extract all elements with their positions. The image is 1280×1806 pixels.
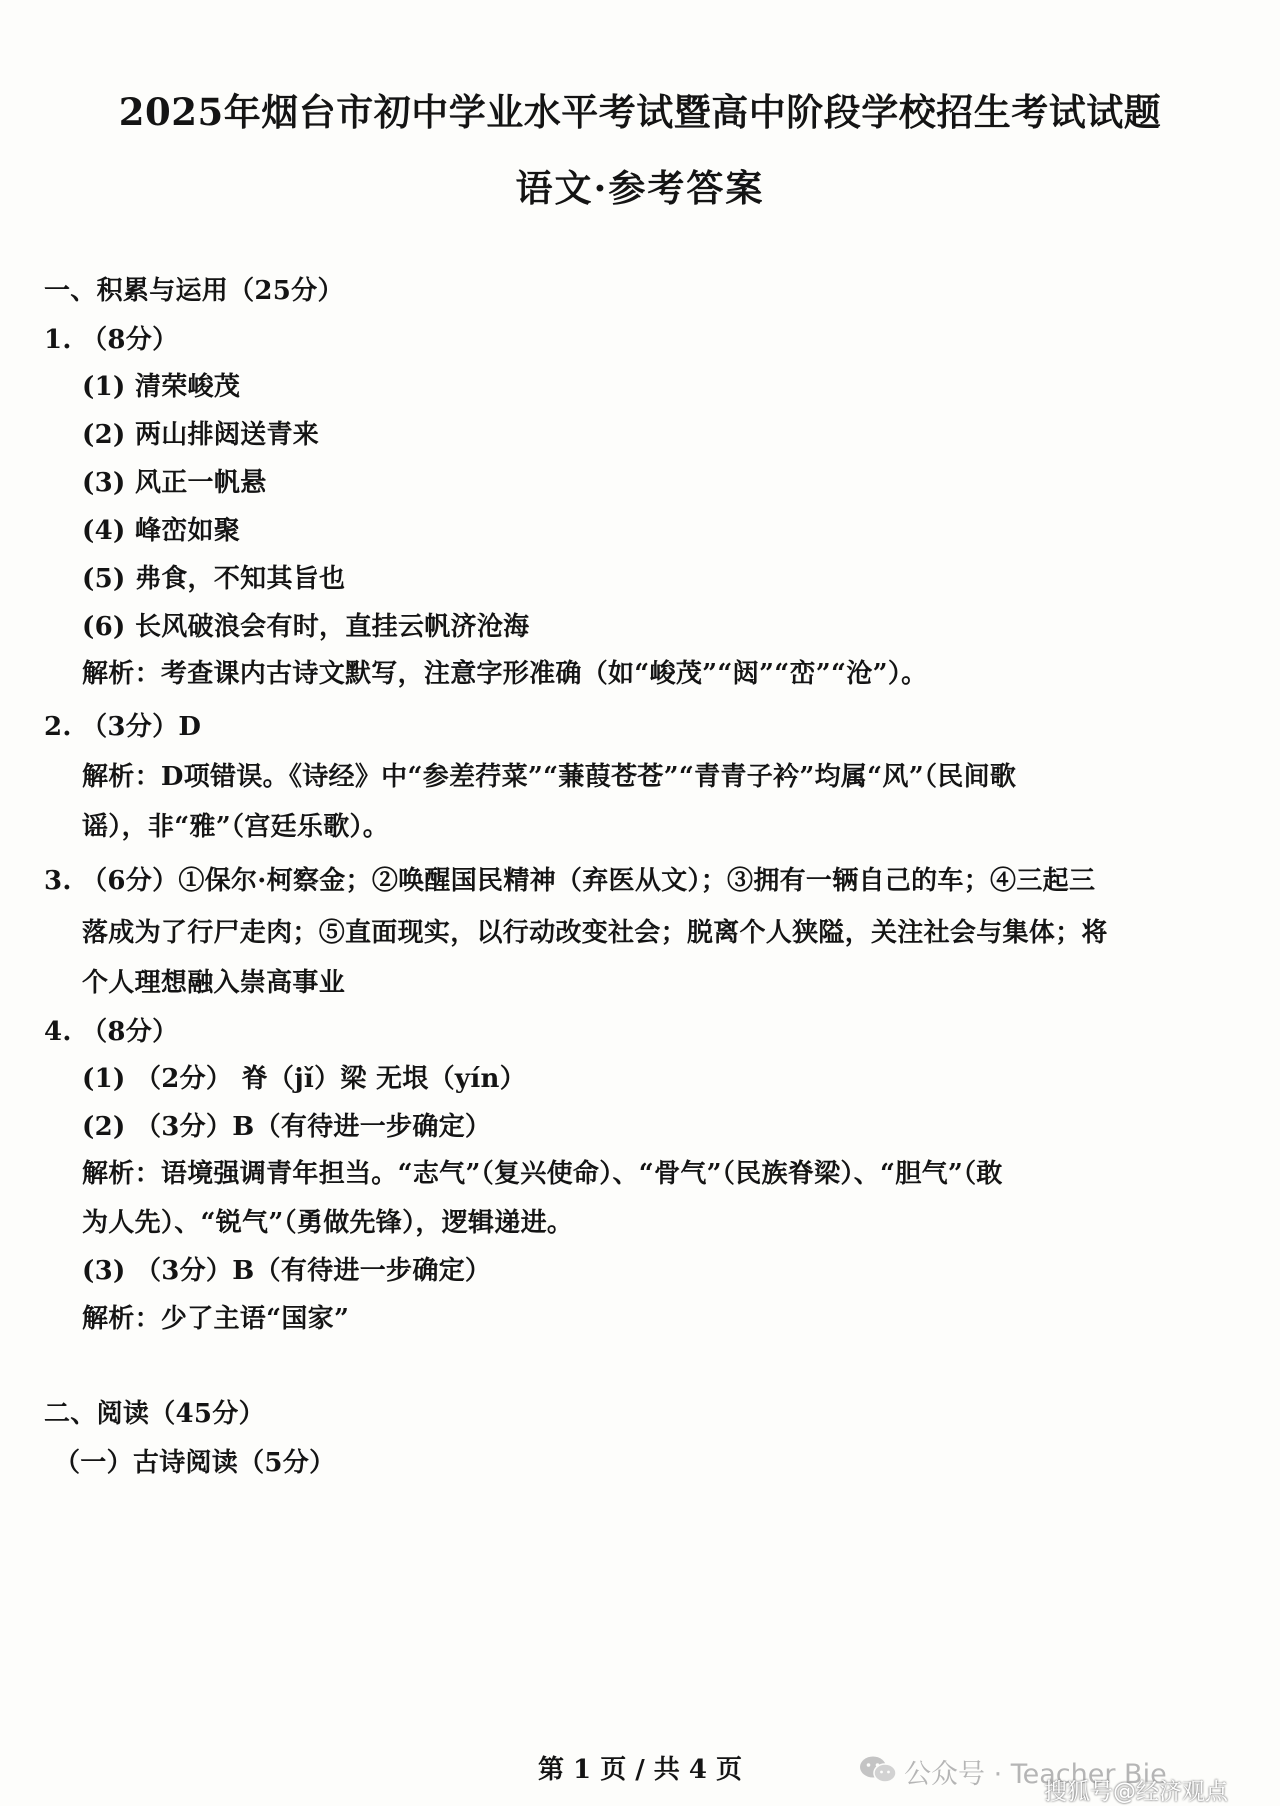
page-footer: 第 1 页 / 共 4 页 xyxy=(538,1755,742,1785)
question-heading: 1. （8分） xyxy=(44,325,179,355)
document-subtitle: 语文·参考答案 xyxy=(515,166,765,210)
answer-item: (3) （3分）B（有待进一步确定） xyxy=(82,1256,492,1286)
watermark-source: 搜狐号@经济观点 xyxy=(1044,1779,1228,1805)
answer-item: (1) 清荣峻茂 xyxy=(82,372,241,402)
analysis-text: 解析：D项错误。《诗经》中“参差荇菜”“蒹葭苍苍”“青青子衿”均属“风”（民间歌 xyxy=(82,762,1017,792)
section-heading: 二、阅读（45分） xyxy=(44,1399,265,1429)
question-heading: 3. （6分）①保尔·柯察金；②唤醒国民精神（弃医从文）；③拥有一辆自己的车；④三起三 xyxy=(44,866,1096,896)
analysis-text: 解析：语境强调青年担当。“志气”（复兴使命）、“骨气”（民族脊梁）、“胆气”（敢 xyxy=(82,1159,1003,1189)
wechat-logo-icon xyxy=(858,1754,898,1784)
question-heading: 4. （8分） xyxy=(44,1017,179,1047)
section-heading: 一、积累与运用（25分） xyxy=(44,276,344,306)
analysis-text: 解析：少了主语“国家” xyxy=(82,1304,350,1334)
analysis-text: 解析：考查课内古诗文默写，注意字形准确（如“峻茂”“闼”“峦”“沧”）。 xyxy=(82,659,928,689)
analysis-text: 为人先）、“锐气”（勇做先锋），逻辑递进。 xyxy=(82,1208,574,1238)
question-heading: 2. （3分）D xyxy=(44,712,202,742)
answer-item: (3) 风正一帆悬 xyxy=(82,468,267,498)
answer-text: 个人理想融入崇高事业 xyxy=(82,968,346,998)
answer-text: 落成为了行尸走肉；⑤直面现实，以行动改变社会；脱离个人狭隘，关注社会与集体；将 xyxy=(82,918,1108,948)
answer-item: (5) 弗食，不知其旨也 xyxy=(82,564,346,594)
answer-item: (1) （2分） 脊（jǐ）梁 无垠（yín） xyxy=(82,1064,527,1094)
document-title: 2025年烟台市初中学业水平考试暨高中阶段学校招生考试试题 xyxy=(118,90,1162,134)
answer-item: (2) （3分）B（有待进一步确定） xyxy=(82,1112,492,1142)
subsection-heading: （一）古诗阅读（5分） xyxy=(54,1448,336,1478)
answer-item: (2) 两山排闼送青来 xyxy=(82,420,320,450)
analysis-text: 谣），非“雅”（宫廷乐歌）。 xyxy=(82,812,390,842)
answer-item: (4) 峰峦如聚 xyxy=(82,516,241,546)
watermark-account: 公众号 · Teacher Bie xyxy=(904,1759,1167,1790)
answer-item: (6) 长风破浪会有时，直挂云帆济沧海 xyxy=(82,612,530,642)
